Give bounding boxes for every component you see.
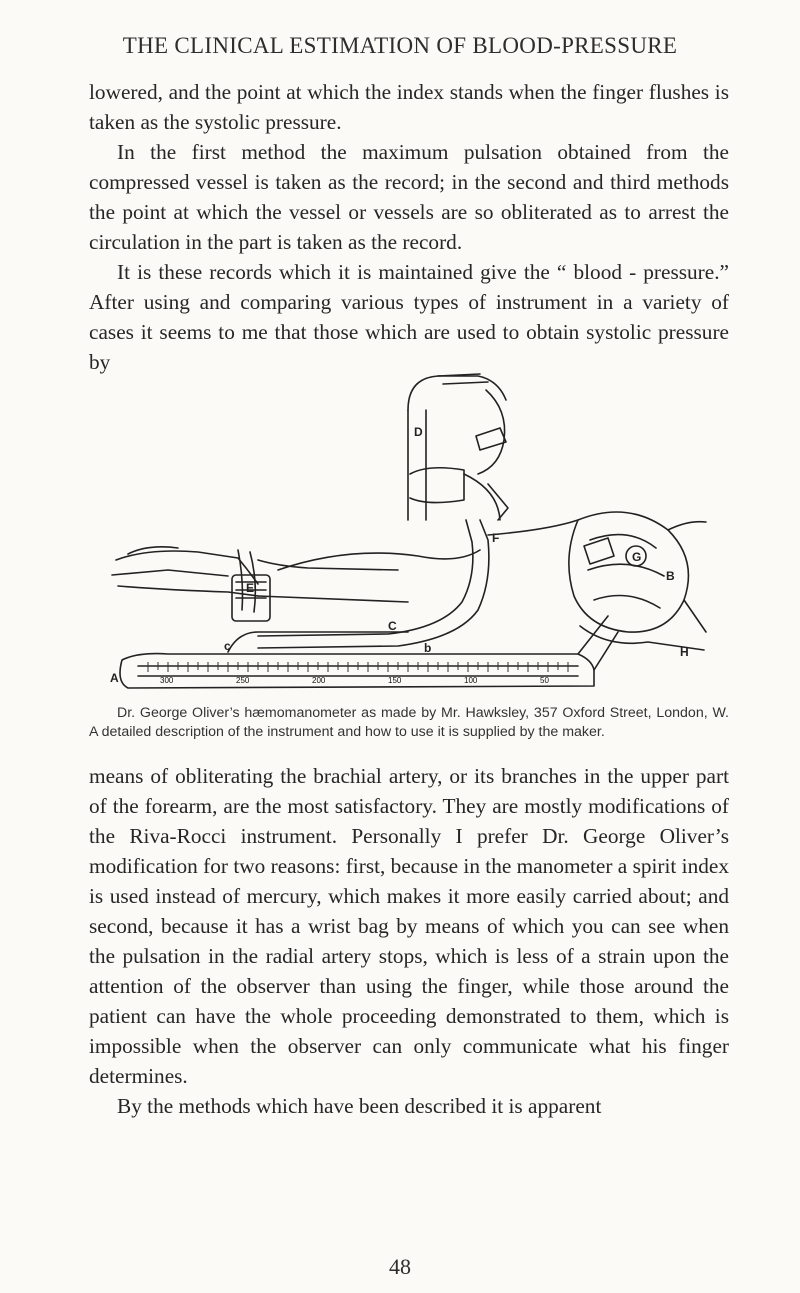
scale-mark: 150	[388, 676, 402, 685]
caption-text: Dr. George Oliver’s hæmomanometer as made by Mr. Hawksley, 357 Oxford Street, London, W. A detailed description of the instrument and how to use it is supplied by the maker.	[89, 705, 729, 740]
paragraph: It is these records which it is maintained give the “ blood - pressure.” After using and comparing various types of instrument in a variety of cases it seems to me that those which are used to obtain systolic pressure by	[89, 260, 729, 374]
running-head: THE CLINICAL ESTIMATION OF BLOOD-PRESSURE	[122, 33, 678, 58]
page-number: 48	[389, 1254, 411, 1279]
scale-mark: 300	[160, 676, 174, 685]
scale-mark: 50	[540, 676, 549, 685]
paragraph: By the methods which have been described it is apparent	[117, 1094, 602, 1118]
label-h: H	[680, 645, 689, 659]
forearm	[116, 551, 258, 584]
label-a: A	[110, 671, 119, 685]
label-e: E	[246, 581, 255, 595]
body-text-bottom	[89, 761, 729, 1121]
label-c-lower: C	[388, 619, 397, 633]
tube-d	[408, 376, 506, 410]
paragraph: means of obliterating the brachial artery, or its branches in the upper part of the forearm, are the most satisfactory. They are mostly modifications of the Riva-Rocci instrument. Personally I prefer Dr. George Oliver’s modification for two reasons: first, because in the manometer a spirit index is used instead of mercury, which makes it more easily carried about; and second, because it has a wrist bag by means of which you can see when the pulsation in the radial artery stops, which is less of a strain upon the attention of the observer than using the finger, while those around the patient can have the whole proceeding demonstrated to them, which is impossible when the observer can only communicate what his finger determines.	[89, 764, 729, 1088]
scale-mark: 200	[312, 676, 326, 685]
body-text-top	[89, 77, 729, 377]
paragraph: In the first method the maximum pulsation obtained from the compressed vessel is taken as the record; in the second and third methods the point at which the vessel or vessels are so obliterated as to arrest the circulation in the part is taken as the record.	[89, 140, 729, 254]
label-c-upper: c	[224, 639, 231, 653]
label-b: b	[424, 641, 432, 655]
label-d: D	[414, 425, 423, 439]
paragraph: lowered, and the point at which the index stands when the finger flushes is taken as the systolic pressure.	[89, 80, 729, 134]
label-g: G	[632, 550, 642, 564]
scale-mark: 100	[464, 676, 478, 685]
scale-mark: 250	[236, 676, 250, 685]
strap-f	[258, 520, 489, 648]
haemomanometer-illustration	[108, 370, 708, 700]
figure-caption	[89, 704, 729, 742]
label-b-upper: B	[666, 569, 675, 583]
label-f: F	[492, 531, 500, 545]
manometer-tube	[120, 654, 594, 688]
